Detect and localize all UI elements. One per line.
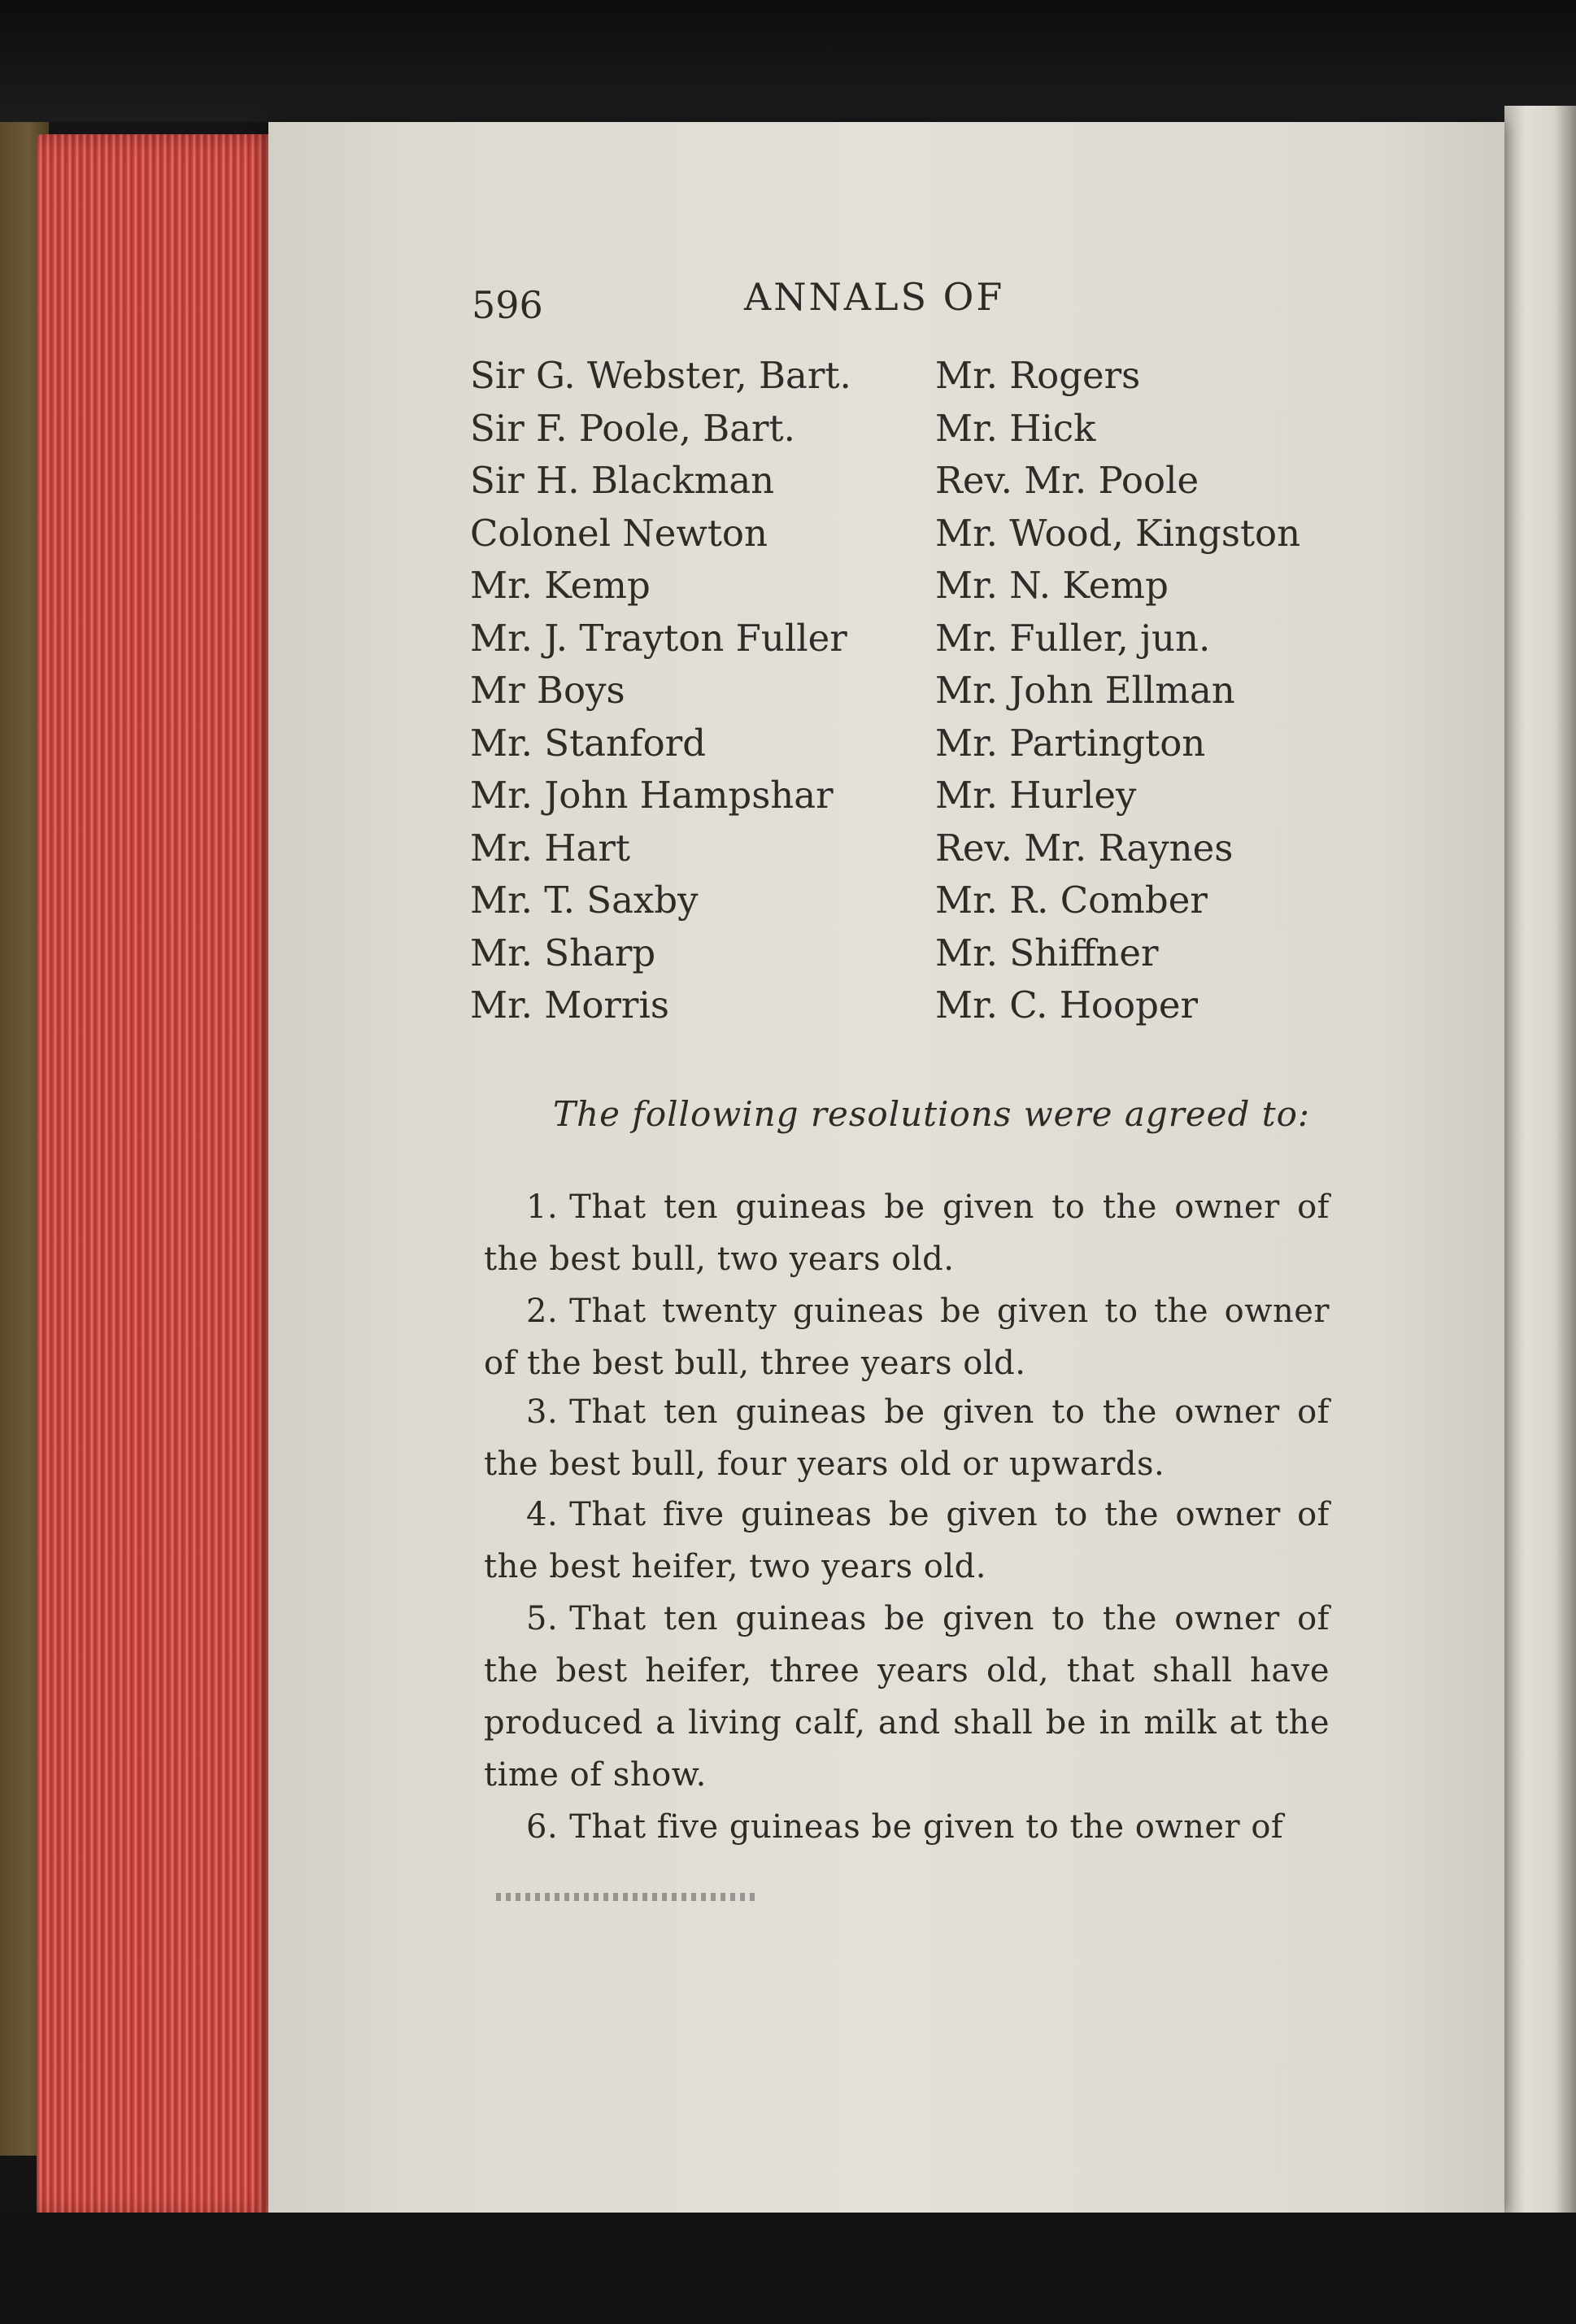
- resolution-paragraph: [484, 1801, 1330, 1853]
- attendee-name: Colonel Newton: [470, 511, 768, 555]
- attendee-name: Mr. Hick: [935, 406, 1096, 450]
- running-head: ANNALS OF: [744, 275, 1005, 319]
- ink-smudge: [496, 1893, 756, 1901]
- page-number: 596: [472, 283, 543, 327]
- attendee-name: Mr. N. Kemp: [935, 564, 1169, 607]
- attendee-name: Mr. R. Comber: [935, 879, 1208, 922]
- attendee-name: Mr. Partington: [935, 721, 1206, 765]
- resolution-text: That five guineas be given to the owner of: [569, 1808, 1284, 1846]
- resolution-number: 5.: [526, 1600, 559, 1637]
- attendee-name: Mr. J. Trayton Fuller: [470, 616, 847, 660]
- attendee-name: Mr. Sharp: [470, 931, 656, 975]
- background-bottom: [0, 2213, 1576, 2324]
- attendee-name: Sir F. Poole, Bart.: [470, 406, 795, 450]
- resolution-text: That ten guineas be given to the owner of the best bull, four years old or upwards.: [484, 1393, 1330, 1483]
- attendee-name: Rev. Mr. Poole: [935, 459, 1199, 502]
- attendee-name: Mr. Kemp: [470, 564, 651, 607]
- attendee-name: Mr. T. Saxby: [470, 879, 699, 922]
- attendee-name: Mr Boys: [470, 669, 625, 712]
- attendee-name: Mr. Stanford: [470, 721, 707, 765]
- resolution-paragraph: [484, 1285, 1330, 1389]
- attendee-list-right: [935, 350, 1300, 1032]
- resolution-paragraph: [484, 1593, 1330, 1801]
- attendee-name: Sir H. Blackman: [470, 459, 775, 502]
- resolution-number: 4.: [526, 1496, 559, 1533]
- facing-page-edge: [1504, 106, 1576, 2221]
- attendee-name: Sir G. Webster, Bart.: [470, 354, 851, 397]
- attendee-name: Mr. Fuller, jun.: [935, 616, 1211, 660]
- red-page-edges: [37, 134, 289, 2217]
- resolution-number: 2.: [526, 1293, 559, 1330]
- attendee-name: Mr. Rogers: [935, 354, 1141, 397]
- resolution-paragraph: [484, 1386, 1330, 1490]
- attendee-name: Mr. Hurley: [935, 774, 1137, 817]
- resolution-text: That five guineas be given to the owner of the best heifer, two years old.: [484, 1496, 1330, 1585]
- resolution-number: 3.: [526, 1393, 559, 1431]
- resolution-paragraph: [484, 1489, 1330, 1593]
- attendee-name: Rev. Mr. Raynes: [935, 826, 1234, 870]
- attendee-name: Mr. Wood, Kingston: [935, 511, 1301, 555]
- attendee-name: Mr. Shiffner: [935, 931, 1159, 975]
- resolution-number: 6.: [526, 1808, 559, 1846]
- attendee-name: Mr. Morris: [470, 983, 669, 1027]
- attendee-name: Mr. John Ellman: [935, 669, 1235, 712]
- attendee-list-left: [470, 350, 851, 1032]
- resolution-number: 1.: [526, 1188, 559, 1226]
- attendee-name: Mr. John Hampshar: [470, 774, 834, 817]
- resolution-text: That twenty guineas be given to the owner of the best bull, three years old.: [484, 1293, 1330, 1382]
- resolution-text: That ten guineas be given to the owner of the best heifer, three years old, that shall have produced a living calf, and shall be in milk at the time of show.: [484, 1600, 1330, 1794]
- background-top: [0, 0, 1576, 122]
- resolution-text: That ten guineas be given to the owner of the best bull, two years old.: [484, 1188, 1330, 1278]
- attendee-name: Mr. Hart: [470, 826, 630, 870]
- book-page: [268, 122, 1504, 2213]
- attendee-name: Mr. C. Hooper: [935, 983, 1199, 1027]
- resolutions-heading: The following resolutions were agreed to:: [553, 1094, 1311, 1134]
- resolution-paragraph: [484, 1181, 1330, 1285]
